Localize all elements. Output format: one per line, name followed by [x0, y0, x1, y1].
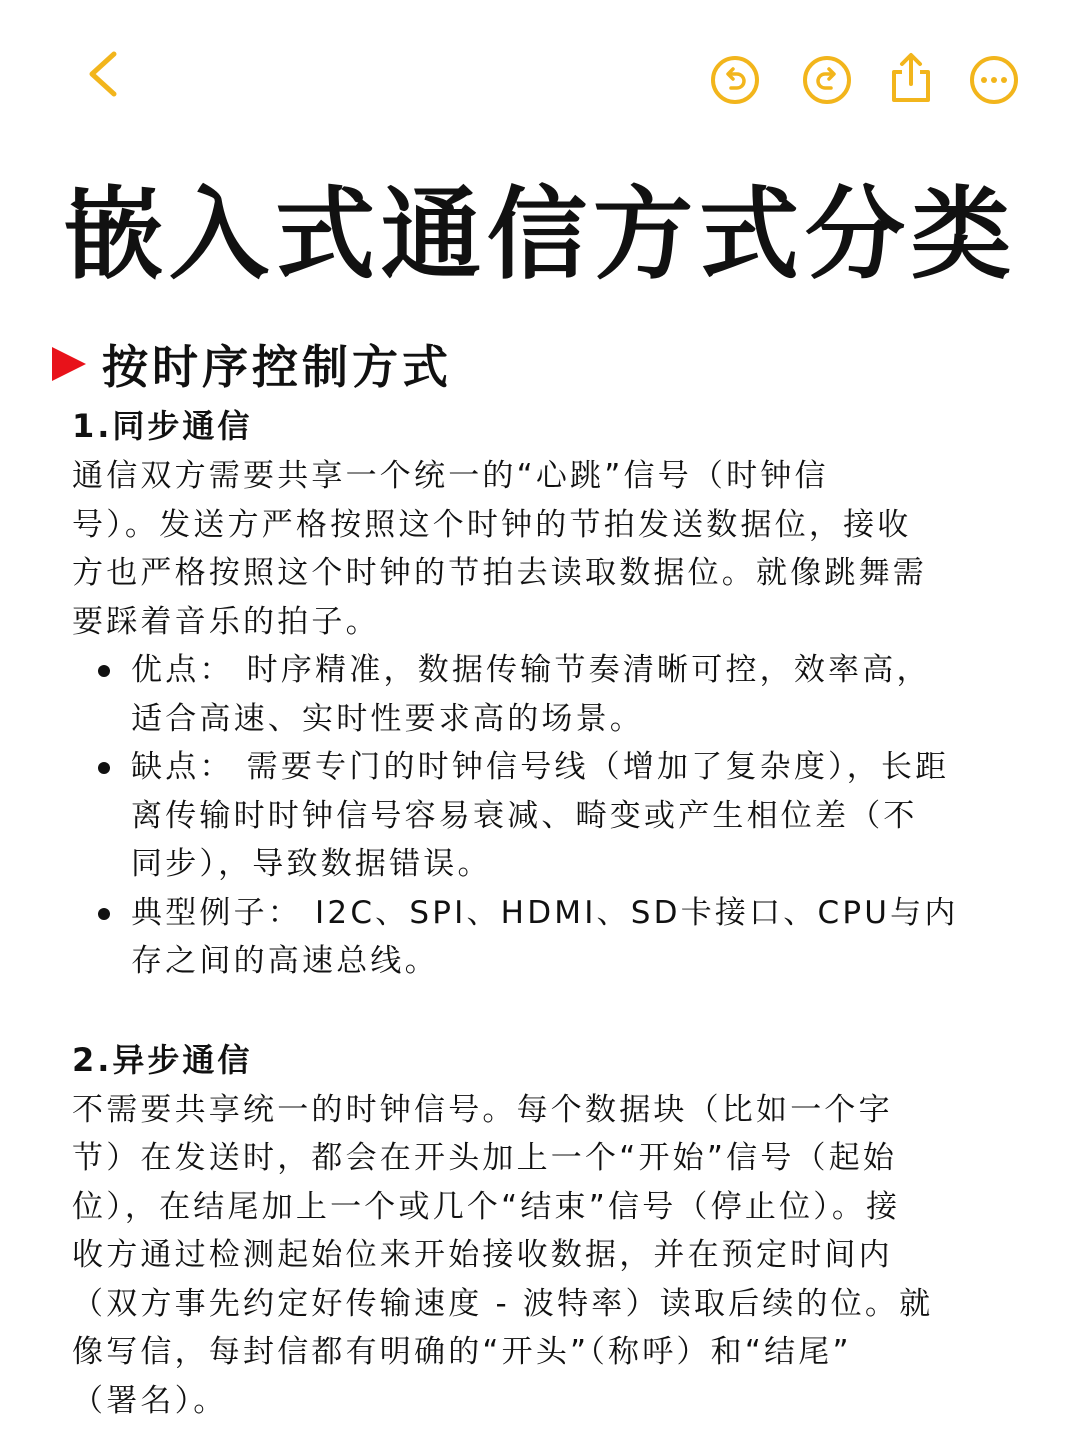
paragraph-line: 号）。发送方严格按照这个时钟的节拍发送数据位，接收: [72, 506, 912, 543]
share-button[interactable]: [886, 50, 936, 106]
async-heading: 2.异步通信: [72, 1040, 253, 1079]
bullet-line: 同步），导致数据错误。: [131, 846, 492, 882]
sync-heading: 1.同步通信: [72, 407, 253, 445]
bullet-dot-icon: [98, 762, 110, 774]
chevron-left-icon: [78, 46, 134, 102]
back-button[interactable]: [78, 46, 134, 102]
paragraph-line: 要踩着音乐的拍子。: [72, 603, 380, 640]
section-heading-text: 按时序控制方式: [102, 340, 452, 394]
bullet-dot-icon: [98, 665, 110, 677]
note-body[interactable]: [72, 400, 1062, 1425]
redo-button[interactable]: [801, 54, 853, 106]
redo-icon: [801, 54, 853, 106]
more-icon: [968, 54, 1020, 106]
more-button[interactable]: [968, 54, 1020, 106]
paragraph-line: 不需要共享统一的时钟信号。每个数据块（比如一个字: [72, 1091, 893, 1128]
paragraph-line: 通信双方需要共享一个统一的“心跳”信号（时钟信: [72, 458, 829, 494]
paragraph-line: 收方通过检测起始位来开始接收数据，并在预定时间内: [72, 1237, 893, 1273]
paragraph-line: 位），在结尾加上一个或几个“结束”信号（停止位）。接: [72, 1188, 901, 1225]
toolbar: [0, 0, 1080, 150]
paragraph-line: 节）在发送时，都会在开头加上一个“开始”信号（起始: [72, 1140, 898, 1176]
bullet-line: 存之间的高速总线。: [131, 943, 439, 979]
paragraph-line: （署名）。: [72, 1382, 228, 1419]
bullet-line: 优点： 时序精准，数据传输节奏清晰可控，效率高，: [131, 652, 931, 688]
bullet-dot-icon: [98, 908, 110, 920]
sync-paragraph: [72, 452, 1062, 646]
page-title: 嵌入式通信方式分类: [63, 176, 1017, 293]
bullet-advantages: [72, 646, 1080, 743]
triangle-marker-icon: [52, 347, 86, 381]
bullet-line: 离传输时时钟信号容易衰减、畸变或产生相位差（不: [131, 797, 918, 834]
paragraph-line: 方也严格按照这个时钟的节拍去读取数据位。就像跳舞需: [72, 555, 927, 591]
paragraph-line: 像写信，每封信都有明确的“开头”（称呼）和“结尾”: [72, 1334, 852, 1370]
async-paragraph: [72, 1086, 1062, 1426]
section-heading: [52, 332, 452, 396]
spacer: [72, 986, 1062, 1034]
undo-button[interactable]: [709, 54, 761, 106]
bullet-line: 适合高速、实时性要求高的场景。: [131, 700, 644, 737]
bullet-line: 典型例子： I2C、SPI、HDMI、SD卡接口、CPU与内: [131, 894, 959, 931]
share-icon: [886, 50, 936, 106]
bullet-disadvantages: [72, 743, 1080, 889]
bullet-examples: [72, 889, 1080, 986]
bullet-line: 缺点： 需要专门的时钟信号线（增加了复杂度），长距: [131, 749, 950, 785]
undo-icon: [709, 54, 761, 106]
sync-bullet-list: [72, 646, 1062, 986]
paragraph-line: （双方事先约定好传输速度 - 波特率）读取后续的位。就: [72, 1285, 934, 1322]
